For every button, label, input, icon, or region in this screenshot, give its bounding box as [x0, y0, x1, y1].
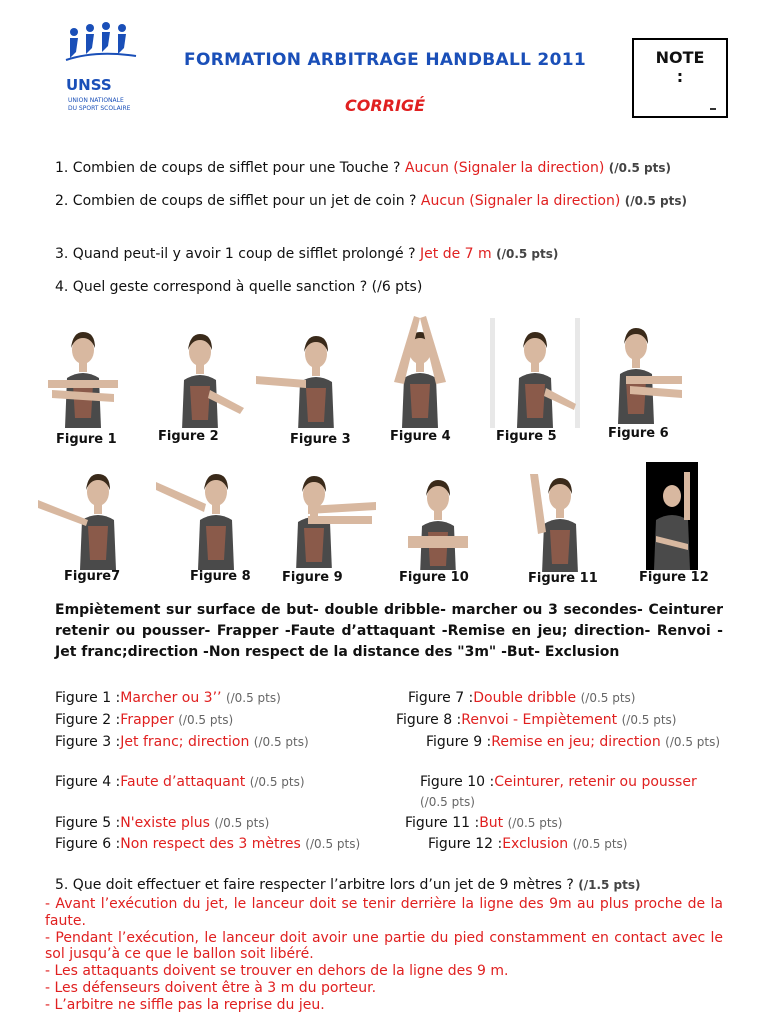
logo-text: UNSS [66, 76, 112, 94]
answer-points: (/0.5 pts) [621, 713, 677, 727]
question-points: (/0.5 pts) [608, 161, 672, 175]
figure-4-label: Figure 4 [390, 429, 451, 444]
figure-7-label: Figure7 [64, 569, 121, 584]
question-text: 2. Combien de coups de sifflet pour un jet de coin ? [55, 193, 417, 209]
answer-label: Figure 3 : [55, 734, 121, 750]
figure-9-label: Figure 9 [282, 570, 343, 585]
figure-5-label: Figure 5 [496, 429, 557, 444]
question-text: 5. Que doit effectuer et faire respecter l’arbitre lors d’un jet de 9 mètres ? [55, 877, 574, 893]
answer-points: (/0.5 pts) [305, 837, 361, 851]
figure-6-label: Figure 6 [608, 426, 669, 441]
logo-subtitle-2: DU SPORT SCOLAIRE [68, 105, 131, 112]
figure-2-image [160, 320, 250, 428]
answer-figure-3 [55, 732, 309, 752]
rule-item: - Avant l’exécution du jet, le lanceur doit se tenir derrière la ligne des 9m au plus proche de la faute. [45, 896, 723, 929]
note-box [632, 38, 728, 118]
figure-1-image [38, 318, 128, 428]
page-title: FORMATION ARBITRAGE HANDBALL 2011 [184, 50, 586, 70]
answer-points: (/0.5 pts) [253, 735, 309, 749]
figure-4-image [380, 312, 460, 428]
figure-11-label: Figure 11 [528, 571, 598, 586]
answer-text: Ceinturer, retenir ou pousser [494, 774, 697, 790]
question-points: (/0.5 pts) [496, 247, 559, 261]
figure-10-label: Figure 10 [399, 570, 469, 585]
answer-label: Figure 7 : [408, 690, 474, 706]
answer-points: (/0.5 pts) [178, 713, 234, 727]
answer-text: Frapper [120, 712, 174, 728]
sanction-legend: Empiètement sur surface de but- double dribble- marcher ou 3 secondes- Ceinturer retenir ou pousser- Frapper -Faute d’attaquant -Remise en jeu; direction- Renvoi -Jet franc;direction -Non respect de la distance des "3m" -But- Exclusion [55, 602, 723, 660]
answer-text: N'existe plus [120, 815, 210, 831]
logo-subtitle-1: UNION NATIONALE [68, 97, 124, 104]
answer-figure-9 [426, 732, 722, 752]
answer-label: Figure 4 : [55, 774, 121, 790]
answer-text: Marcher ou 3’’ [120, 690, 222, 706]
answer-text: Remise en jeu; direction [491, 734, 661, 750]
answer-text: Renvoi - Empiètement [461, 712, 618, 728]
question-1 [55, 159, 671, 178]
figure-8-label: Figure 8 [190, 569, 251, 584]
figure-3-image [256, 328, 356, 428]
answer-points: (/0.5 pts) [572, 837, 628, 851]
answer-label: Figure 10 : [420, 774, 495, 790]
question-answer: Jet de 7 m [420, 246, 492, 262]
figure-6-image [596, 314, 686, 426]
rule-item: - L’arbitre ne siffle pas la reprise du jeu. [45, 996, 325, 1013]
answer-label: Figure 5 : [55, 815, 121, 831]
figure-7-image [38, 460, 138, 570]
answer-text: Double dribble [473, 690, 577, 706]
question-points: (/1.5 pts) [578, 878, 641, 892]
figure-10-image [398, 466, 478, 570]
answer-text: Non respect des 3 mètres [120, 836, 301, 852]
figure-9-image [268, 462, 378, 568]
answer-label: Figure 1 : [55, 690, 121, 706]
answer-points: (/0.5 pts) [507, 816, 563, 830]
answer-label: Figure 12 : [428, 836, 503, 852]
note-colon: : [676, 67, 684, 86]
answer-points: (/0.5 pts) [214, 816, 270, 830]
question-answer: Aucun (Signaler la direction) [404, 160, 605, 176]
figure-12-label: Figure 12 [639, 570, 709, 585]
answer-label: Figure 6 : [55, 836, 121, 852]
answer-text: Exclusion [502, 836, 569, 852]
figure-1-label: Figure 1 [56, 432, 117, 447]
question-3 [55, 245, 558, 264]
question-text: 1. Combien de coups de sifflet pour une Touche ? [55, 160, 401, 176]
answer-figure-5 [55, 813, 269, 833]
note-mark [710, 108, 716, 110]
answer-figure-10 [420, 772, 722, 812]
answer-label: Figure 8 : [396, 712, 462, 728]
answer-figure-4 [55, 772, 305, 792]
answer-points: (/0.5 pts) [249, 775, 305, 789]
figure-3-label: Figure 3 [290, 432, 351, 447]
question-text: 4. Quel geste correspond à quelle sanction ? [55, 279, 368, 295]
figure-5-image [490, 318, 580, 428]
question-points: (/0.5 pts) [624, 194, 688, 208]
rule-item: - Les attaquants doivent se trouver en dehors de la ligne des 9 m. [45, 963, 509, 980]
figure-12-image [646, 462, 698, 570]
nine-meter-rules [45, 896, 723, 1014]
answer-figure-8 [396, 710, 677, 730]
figure-2-label: Figure 2 [158, 429, 219, 444]
answer-figure-11 [405, 813, 563, 833]
page-subtitle: CORRIGÉ [345, 96, 425, 115]
answer-points: (/0.5 pts) [665, 735, 721, 749]
note-label: NOTE [655, 48, 705, 67]
answer-text: Jet franc; direction [120, 734, 250, 750]
unss-logo [60, 14, 142, 124]
question-5 [55, 877, 641, 893]
question-text: 3. Quand peut-il y avoir 1 coup de sifflet prolongé ? [55, 246, 416, 262]
answer-points: (/0.5 pts) [420, 795, 475, 809]
answer-figure-12 [428, 834, 628, 854]
figure-8-image [156, 460, 256, 570]
question-answer: Aucun (Signaler la direction) [420, 193, 621, 209]
question-points: (/6 pts) [371, 279, 423, 295]
question-2 [55, 192, 725, 211]
question-4 [55, 278, 422, 297]
answer-figure-7 [408, 688, 636, 708]
answer-figure-1 [55, 688, 281, 708]
rule-item: - Pendant l’exécution, le lanceur doit avoir une partie du pied constamment en contact avec le sol jusqu’à ce que le ballon soit libéré. [45, 929, 723, 963]
answer-text: Faute d’attaquant [120, 774, 246, 790]
figure-11-image [516, 470, 600, 572]
answer-points: (/0.5 pts) [580, 691, 636, 705]
answer-points: (/0.5 pts) [225, 691, 281, 705]
answer-figure-6 [55, 834, 360, 854]
answer-text: But [479, 815, 504, 831]
answer-figure-2 [55, 710, 233, 730]
rule-item: - Les défenseurs doivent être à 3 m du porteur. [45, 979, 377, 996]
answer-label: Figure 2 : [55, 712, 121, 728]
answer-label: Figure 9 : [426, 734, 492, 750]
answer-label: Figure 11 : [405, 815, 480, 831]
